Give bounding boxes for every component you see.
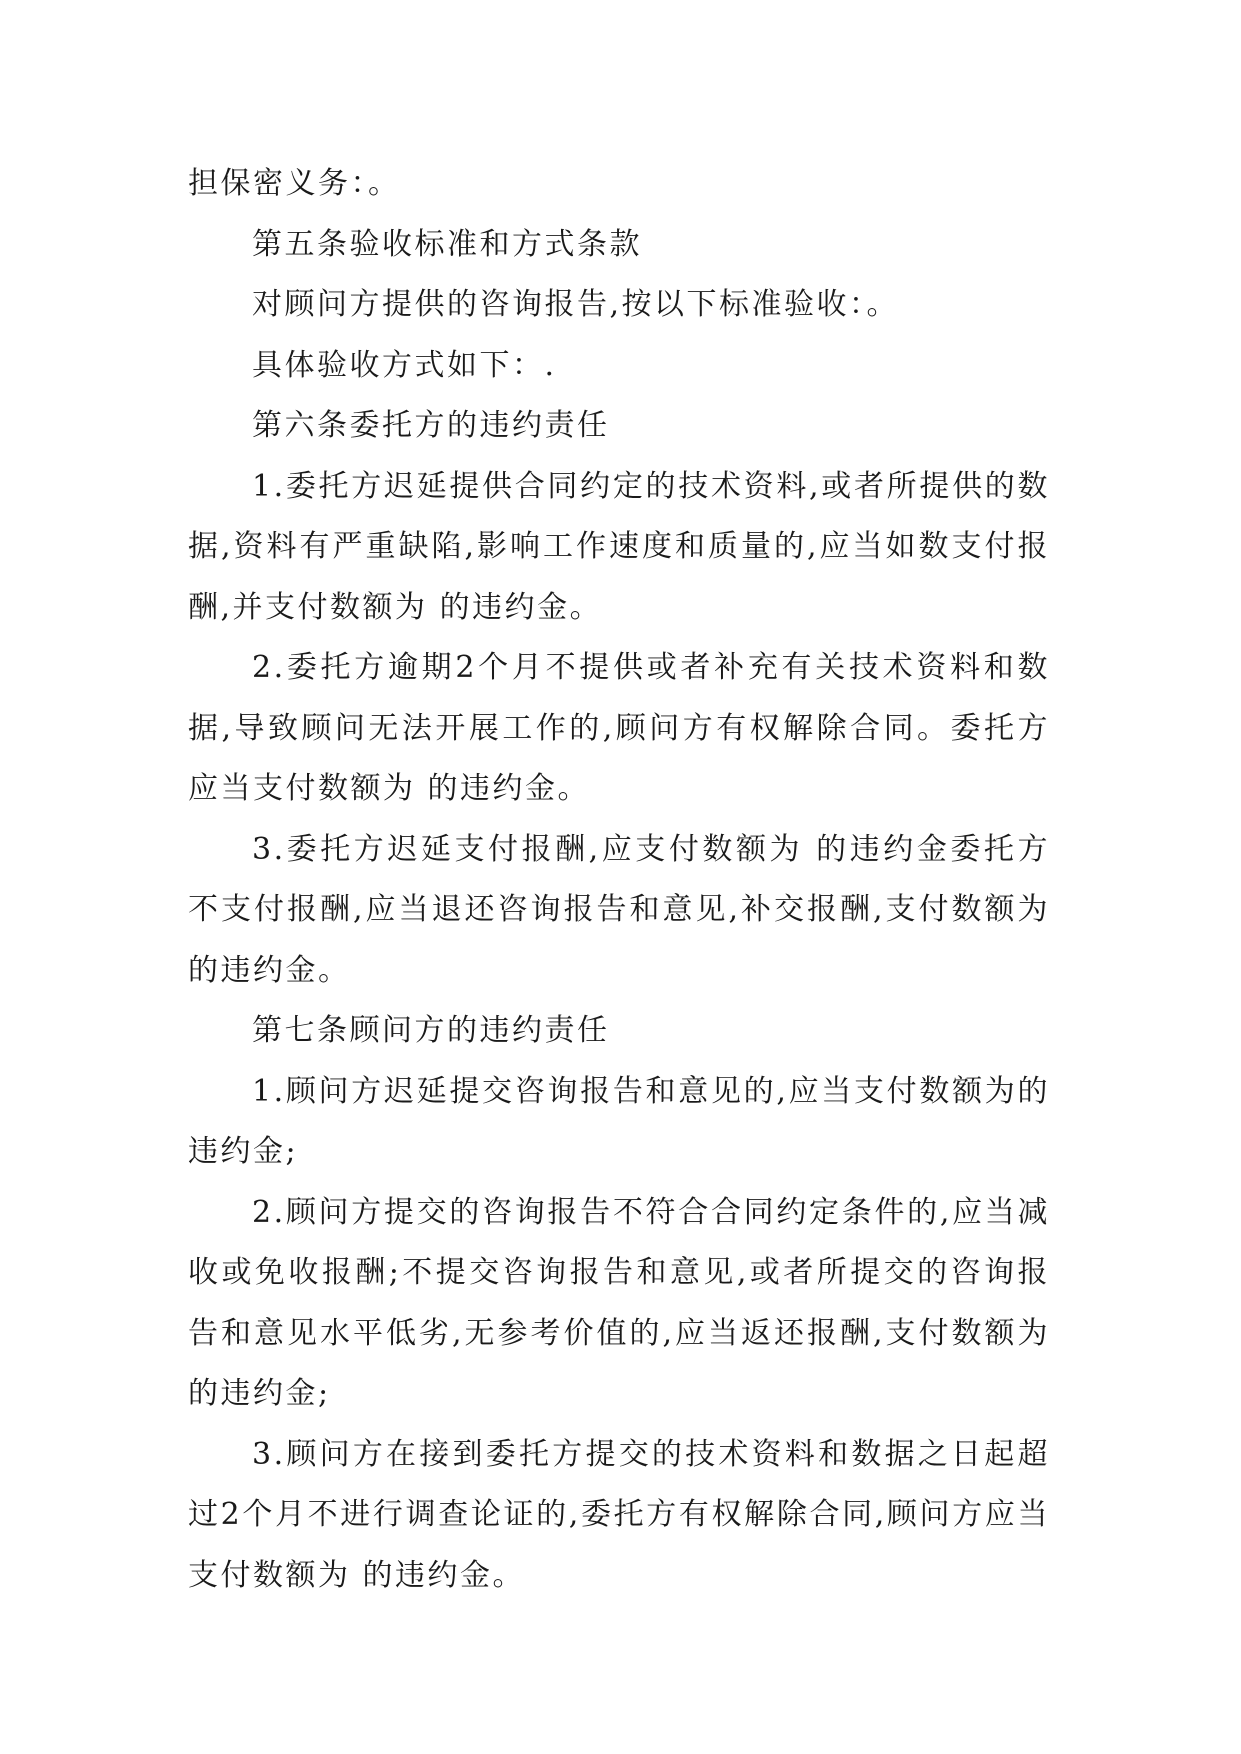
paragraph-article-6-item-2: 2.委托方逾期2个月不提供或者补充有关技术资料和数据,导致顾问无法开展工作的,顾问方有权解除合同。委托方应当支付数额为 的违约金。 [188,650,1050,806]
paragraph-article-7-item-3: 3.顾问方在接到委托方提交的技术资料和数据之日起超过2个月不进行调查论证的,委托方有权解除合同,顾问方应当支付数额为 的违约金。 [188,1436,1050,1593]
paragraph-acceptance-method: 具体验收方式如下：. [252,347,557,383]
paragraph-article-7-item-2: 2.顾问方提交的咨询报告不符合合同约定条件的,应当减收或免收报酬;不提交咨询报告和意见,或者所提交的咨询报告和意见水平低劣,无参考价值的,应当返还报酬,支付数额为 的违约金; [188,1194,1050,1411]
paragraph-article-6-item-3: 3.委托方迟延支付报酬,应支付数额为 的违约金委托方不支付报酬,应当退还咨询报告和意见,补交报酬,支付数额为 的违约金。 [188,831,1050,988]
heading-article-6: 第六条委托方的违约责任 [252,408,610,443]
heading-article-7: 第七条顾问方的违约责任 [252,1013,610,1048]
paragraph-article-7-item-1: 1.顾问方迟延提交咨询报告和意见的,应当支付数额为的违约金; [188,1073,1050,1169]
heading-article-5: 第五条验收标准和方式条款 [252,226,642,262]
paragraph-acceptance-standard: 对顾问方提供的咨询报告,按以下标准验收：。 [252,287,900,322]
paragraph-confidentiality-tail: 担保密义务：。 [188,166,401,201]
paragraph-article-6-item-1: 1.委托方迟延提供合同约定的技术资料,或者所提供的数据,资料有严重缺陷,影响工作速度和质量的,应当如数支付报酬,并支付数额为 的违约金。 [188,468,1050,625]
document-body [188,154,1050,1606]
